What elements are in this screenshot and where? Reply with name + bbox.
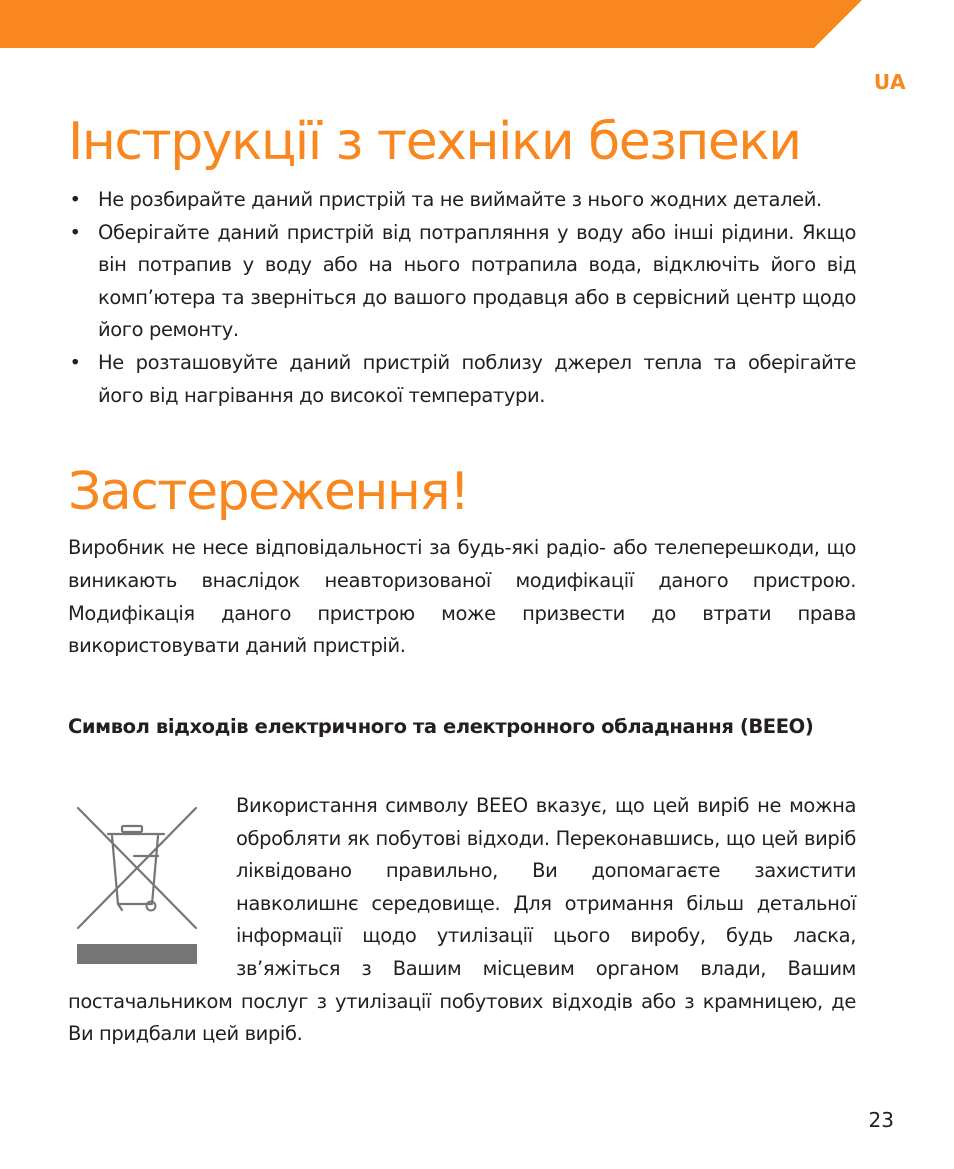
bullet-marker: • xyxy=(69,188,81,211)
safety-bullet-text: Не розбирайте даний пристрій та не виймайте з нього жодних деталей. xyxy=(98,188,822,211)
weee-heading: Символ відходів електричного та електронного обладнання (ВЕЕО) xyxy=(68,715,814,738)
bullet-marker: • xyxy=(69,220,81,244)
warning-heading: Застереження! xyxy=(68,462,469,522)
warning-paragraph: Виробник не несе відповідальності за будь-які радіо- або телеперешкоди, що виникають внаслідок неавторизованої модифікації даного пристрою. Модифікація даного пристрою може призвести до втрати права використовувати даний пристрій. xyxy=(68,536,856,658)
top-orange-band xyxy=(0,0,862,48)
bullet-marker: • xyxy=(69,350,81,374)
safety-instructions-heading: Інструкції з техніки безпеки xyxy=(68,112,801,172)
safety-bullet-text: Оберігайте даний пристрій від потрапляння у воду або інші рідини. Якщо він потрапив у воду або на нього потрапила вода, відключіть його від комп’ютера та зверніться до вашого продавця або в сервісний центр щодо його ремонту. xyxy=(98,220,856,342)
weee-paragraph xyxy=(68,790,856,1051)
safety-bullet-list xyxy=(68,184,856,412)
safety-bullet-item xyxy=(68,347,856,412)
icon-spacer xyxy=(68,790,236,982)
safety-bullet-text: Не розташовуйте даний пристрій поблизу джерел тепла та оберігайте його від нагрівання до високої температури. xyxy=(98,350,856,407)
safety-bullet-item xyxy=(68,217,856,347)
safety-bullet-item xyxy=(68,184,856,217)
language-tag: UA xyxy=(873,70,906,94)
weee-text: Використання символу ВЕЕО вказує, що цей виріб не можна обробляти як побутові відходи. Переконавшись, що цей виріб ліквідовано правильно, Ви допомагаєте захистити навколишнє середовище. Для отримання більш детальної інформації щодо утилізації цього виробу, будь ласка, зв’яжіться з Вашим місцевим органом влади, Вашим постачальником послуг з утилізації побутових відходів або з крамницею, де Ви придбали цей виріб. xyxy=(68,794,856,1046)
page-number: 23 xyxy=(868,1108,894,1132)
